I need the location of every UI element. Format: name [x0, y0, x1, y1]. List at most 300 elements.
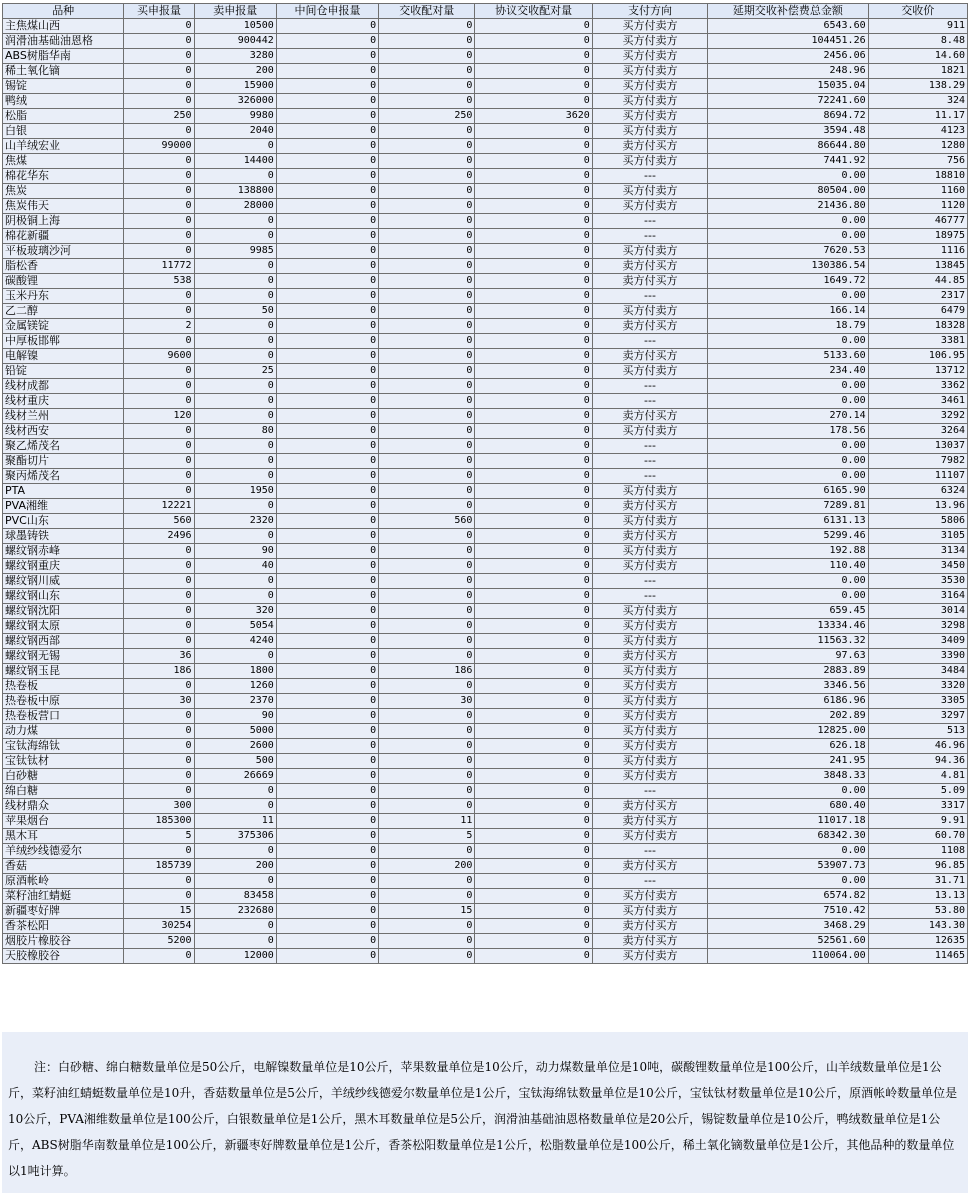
- product-cell: 金属镁锭: [3, 319, 124, 334]
- product-cell: 香茶松阳: [3, 919, 124, 934]
- price-cell: 13712: [868, 364, 967, 379]
- table-row: [3, 139, 968, 154]
- agreement-qty-cell: 0: [475, 94, 592, 109]
- middle-qty-cell: 0: [276, 919, 378, 934]
- sell-qty-cell: 200: [194, 64, 276, 79]
- agreement-qty-cell: 0: [475, 754, 592, 769]
- matched-qty-cell: 0: [379, 724, 475, 739]
- compensation-cell: 0.00: [708, 394, 868, 409]
- compensation-cell: 0.00: [708, 589, 868, 604]
- sell-qty-cell: 0: [194, 214, 276, 229]
- pay-direction-cell: ---: [592, 289, 707, 304]
- table-row: [3, 349, 968, 364]
- table-row: [3, 454, 968, 469]
- compensation-cell: 52561.60: [708, 934, 868, 949]
- buy-qty-cell: 11772: [124, 259, 194, 274]
- agreement-qty-cell: 0: [475, 439, 592, 454]
- sell-qty-cell: 0: [194, 379, 276, 394]
- pay-direction-cell: ---: [592, 214, 707, 229]
- matched-qty-cell: 0: [379, 454, 475, 469]
- agreement-qty-cell: 0: [475, 634, 592, 649]
- pay-direction-cell: 买方付卖方: [592, 559, 707, 574]
- buy-qty-cell: 0: [124, 469, 194, 484]
- sell-qty-cell: 25: [194, 364, 276, 379]
- agreement-qty-cell: 0: [475, 664, 592, 679]
- agreement-qty-cell: 0: [475, 649, 592, 664]
- pay-direction-cell: 卖方付买方: [592, 649, 707, 664]
- price-cell: 3317: [868, 799, 967, 814]
- price-cell: 138.29: [868, 79, 967, 94]
- table-row: [3, 679, 968, 694]
- price-cell: 11107: [868, 469, 967, 484]
- pay-direction-cell: 买方付卖方: [592, 724, 707, 739]
- sell-qty-cell: 0: [194, 349, 276, 364]
- product-cell: 新疆枣好牌: [3, 904, 124, 919]
- middle-qty-cell: 0: [276, 514, 378, 529]
- product-cell: 阴极铜上海: [3, 214, 124, 229]
- sell-qty-cell: 1950: [194, 484, 276, 499]
- middle-qty-cell: 0: [276, 364, 378, 379]
- sell-qty-cell: 0: [194, 844, 276, 859]
- buy-qty-cell: 30254: [124, 919, 194, 934]
- agreement-qty-cell: 0: [475, 799, 592, 814]
- buy-qty-cell: 0: [124, 709, 194, 724]
- sell-qty-cell: 0: [194, 469, 276, 484]
- buy-qty-cell: 0: [124, 214, 194, 229]
- price-cell: 4.81: [868, 769, 967, 784]
- product-cell: 热卷板营口: [3, 709, 124, 724]
- table-row: [3, 544, 968, 559]
- col-header-sell-qty: 卖申报量: [194, 4, 276, 19]
- middle-qty-cell: 0: [276, 334, 378, 349]
- middle-qty-cell: 0: [276, 154, 378, 169]
- product-cell: 棉花华东: [3, 169, 124, 184]
- buy-qty-cell: 560: [124, 514, 194, 529]
- product-cell: 螺纹钢沈阳: [3, 604, 124, 619]
- table-row: [3, 229, 968, 244]
- pay-direction-cell: 买方付卖方: [592, 619, 707, 634]
- middle-qty-cell: 0: [276, 949, 378, 964]
- pay-direction-cell: 卖方付买方: [592, 349, 707, 364]
- compensation-cell: 0.00: [708, 469, 868, 484]
- compensation-cell: 270.14: [708, 409, 868, 424]
- sell-qty-cell: 0: [194, 334, 276, 349]
- buy-qty-cell: 185300: [124, 814, 194, 829]
- table-row: [3, 559, 968, 574]
- agreement-qty-cell: 0: [475, 604, 592, 619]
- price-cell: 13.96: [868, 499, 967, 514]
- price-cell: 106.95: [868, 349, 967, 364]
- table-row: [3, 799, 968, 814]
- sell-qty-cell: 90: [194, 709, 276, 724]
- middle-qty-cell: 0: [276, 64, 378, 79]
- sell-qty-cell: 40: [194, 559, 276, 574]
- price-cell: 60.70: [868, 829, 967, 844]
- table-row: [3, 19, 968, 34]
- price-cell: 3105: [868, 529, 967, 544]
- middle-qty-cell: 0: [276, 694, 378, 709]
- price-cell: 18328: [868, 319, 967, 334]
- table-row: [3, 949, 968, 964]
- sell-qty-cell: 0: [194, 394, 276, 409]
- buy-qty-cell: 0: [124, 784, 194, 799]
- price-cell: 1280: [868, 139, 967, 154]
- buy-qty-cell: 5: [124, 829, 194, 844]
- sell-qty-cell: 0: [194, 169, 276, 184]
- agreement-qty-cell: 0: [475, 529, 592, 544]
- matched-qty-cell: 0: [379, 199, 475, 214]
- product-cell: 乙二醇: [3, 304, 124, 319]
- sell-qty-cell: 0: [194, 229, 276, 244]
- sell-qty-cell: 0: [194, 574, 276, 589]
- table-row: [3, 409, 968, 424]
- price-cell: 18810: [868, 169, 967, 184]
- pay-direction-cell: ---: [592, 439, 707, 454]
- agreement-qty-cell: 0: [475, 934, 592, 949]
- product-cell: 焦炭: [3, 184, 124, 199]
- buy-qty-cell: 0: [124, 559, 194, 574]
- sell-qty-cell: 0: [194, 934, 276, 949]
- sell-qty-cell: 9985: [194, 244, 276, 259]
- middle-qty-cell: 0: [276, 139, 378, 154]
- price-cell: 3014: [868, 604, 967, 619]
- buy-qty-cell: 0: [124, 874, 194, 889]
- pay-direction-cell: ---: [592, 169, 707, 184]
- agreement-qty-cell: 0: [475, 784, 592, 799]
- agreement-qty-cell: 0: [475, 154, 592, 169]
- compensation-cell: 11017.18: [708, 814, 868, 829]
- product-cell: 线材西安: [3, 424, 124, 439]
- compensation-cell: 0.00: [708, 784, 868, 799]
- middle-qty-cell: 0: [276, 439, 378, 454]
- product-cell: 铅锭: [3, 364, 124, 379]
- table-row: [3, 34, 968, 49]
- buy-qty-cell: 5200: [124, 934, 194, 949]
- price-cell: 3530: [868, 574, 967, 589]
- matched-qty-cell: 0: [379, 604, 475, 619]
- agreement-qty-cell: 0: [475, 589, 592, 604]
- pay-direction-cell: ---: [592, 394, 707, 409]
- price-cell: 3409: [868, 634, 967, 649]
- compensation-cell: 3468.29: [708, 919, 868, 934]
- table-row: [3, 319, 968, 334]
- product-cell: 螺纹钢西部: [3, 634, 124, 649]
- agreement-qty-cell: 0: [475, 829, 592, 844]
- middle-qty-cell: 0: [276, 499, 378, 514]
- price-cell: 18975: [868, 229, 967, 244]
- compensation-cell: 0.00: [708, 229, 868, 244]
- compensation-cell: 3594.48: [708, 124, 868, 139]
- pay-direction-cell: 买方付卖方: [592, 544, 707, 559]
- pay-direction-cell: ---: [592, 844, 707, 859]
- middle-qty-cell: 0: [276, 769, 378, 784]
- sell-qty-cell: 200: [194, 859, 276, 874]
- price-cell: 1108: [868, 844, 967, 859]
- agreement-qty-cell: 0: [475, 379, 592, 394]
- product-cell: 原酒帐岭: [3, 874, 124, 889]
- sell-qty-cell: 10500: [194, 19, 276, 34]
- buy-qty-cell: 300: [124, 799, 194, 814]
- table-row: [3, 259, 968, 274]
- sell-qty-cell: 80: [194, 424, 276, 439]
- middle-qty-cell: 0: [276, 679, 378, 694]
- product-cell: 山羊绒宏业: [3, 139, 124, 154]
- price-cell: 8.48: [868, 34, 967, 49]
- compensation-cell: 6543.60: [708, 19, 868, 34]
- product-cell: 天胶橡胶谷: [3, 949, 124, 964]
- col-header-agreement-qty: 协议交收配对量: [475, 4, 592, 19]
- compensation-cell: 7289.81: [708, 499, 868, 514]
- table-row: [3, 829, 968, 844]
- buy-qty-cell: 12221: [124, 499, 194, 514]
- buy-qty-cell: 0: [124, 334, 194, 349]
- matched-qty-cell: 0: [379, 64, 475, 79]
- compensation-cell: 0.00: [708, 844, 868, 859]
- pay-direction-cell: 买方付卖方: [592, 154, 707, 169]
- pay-direction-cell: 买方付卖方: [592, 19, 707, 34]
- price-cell: 3381: [868, 334, 967, 349]
- matched-qty-cell: 0: [379, 784, 475, 799]
- matched-qty-cell: 0: [379, 139, 475, 154]
- matched-qty-cell: 11: [379, 814, 475, 829]
- price-cell: 3297: [868, 709, 967, 724]
- buy-qty-cell: 0: [124, 454, 194, 469]
- sell-qty-cell: 0: [194, 274, 276, 289]
- price-cell: 1116: [868, 244, 967, 259]
- agreement-qty-cell: 0: [475, 244, 592, 259]
- buy-qty-cell: 0: [124, 379, 194, 394]
- buy-qty-cell: 0: [124, 619, 194, 634]
- middle-qty-cell: 0: [276, 214, 378, 229]
- matched-qty-cell: 0: [379, 589, 475, 604]
- compensation-cell: 8694.72: [708, 109, 868, 124]
- price-cell: 513: [868, 724, 967, 739]
- pay-direction-cell: ---: [592, 454, 707, 469]
- agreement-qty-cell: 0: [475, 364, 592, 379]
- table-header-row: [3, 4, 968, 19]
- compensation-cell: 97.63: [708, 649, 868, 664]
- matched-qty-cell: 0: [379, 469, 475, 484]
- buy-qty-cell: 0: [124, 769, 194, 784]
- buy-qty-cell: 120: [124, 409, 194, 424]
- pay-direction-cell: 买方付卖方: [592, 109, 707, 124]
- agreement-qty-cell: 0: [475, 814, 592, 829]
- price-cell: 3264: [868, 424, 967, 439]
- middle-qty-cell: 0: [276, 604, 378, 619]
- matched-qty-cell: 560: [379, 514, 475, 529]
- table-row: [3, 889, 968, 904]
- col-header-price: 交收价: [868, 4, 967, 19]
- table-row: [3, 574, 968, 589]
- compensation-cell: 680.40: [708, 799, 868, 814]
- middle-qty-cell: 0: [276, 289, 378, 304]
- sell-qty-cell: 83458: [194, 889, 276, 904]
- compensation-cell: 3346.56: [708, 679, 868, 694]
- price-cell: 324: [868, 94, 967, 109]
- compensation-cell: 202.89: [708, 709, 868, 724]
- middle-qty-cell: 0: [276, 529, 378, 544]
- pay-direction-cell: 买方付卖方: [592, 484, 707, 499]
- table-row: [3, 634, 968, 649]
- matched-qty-cell: 0: [379, 169, 475, 184]
- compensation-cell: 68342.30: [708, 829, 868, 844]
- product-cell: 热卷板中原: [3, 694, 124, 709]
- matched-qty-cell: 5: [379, 829, 475, 844]
- product-cell: 烟胶片橡胶谷: [3, 934, 124, 949]
- compensation-cell: 248.96: [708, 64, 868, 79]
- matched-qty-cell: 0: [379, 364, 475, 379]
- buy-qty-cell: 0: [124, 574, 194, 589]
- compensation-cell: 21436.80: [708, 199, 868, 214]
- middle-qty-cell: 0: [276, 244, 378, 259]
- matched-qty-cell: 0: [379, 379, 475, 394]
- table-row: [3, 529, 968, 544]
- middle-qty-cell: 0: [276, 544, 378, 559]
- agreement-qty-cell: 0: [475, 79, 592, 94]
- agreement-qty-cell: 0: [475, 289, 592, 304]
- table-row: [3, 709, 968, 724]
- matched-qty-cell: 0: [379, 274, 475, 289]
- buy-qty-cell: 0: [124, 604, 194, 619]
- price-cell: 31.71: [868, 874, 967, 889]
- middle-qty-cell: 0: [276, 319, 378, 334]
- product-cell: 球墨铸铁: [3, 529, 124, 544]
- sell-qty-cell: 15900: [194, 79, 276, 94]
- matched-qty-cell: 0: [379, 574, 475, 589]
- middle-qty-cell: 0: [276, 784, 378, 799]
- table-row: [3, 739, 968, 754]
- compensation-cell: 130386.54: [708, 259, 868, 274]
- matched-qty-cell: 0: [379, 154, 475, 169]
- pay-direction-cell: 卖方付买方: [592, 499, 707, 514]
- middle-qty-cell: 0: [276, 469, 378, 484]
- sell-qty-cell: 320: [194, 604, 276, 619]
- pay-direction-cell: 买方付卖方: [592, 34, 707, 49]
- matched-qty-cell: 250: [379, 109, 475, 124]
- table-row: [3, 934, 968, 949]
- product-cell: 润滑油基础油恩格: [3, 34, 124, 49]
- compensation-cell: 0.00: [708, 214, 868, 229]
- table-body: [3, 19, 968, 964]
- col-header-matched-qty: 交收配对量: [379, 4, 475, 19]
- matched-qty-cell: 0: [379, 544, 475, 559]
- compensation-cell: 6574.82: [708, 889, 868, 904]
- buy-qty-cell: 15: [124, 904, 194, 919]
- compensation-cell: 0.00: [708, 874, 868, 889]
- sell-qty-cell: 5054: [194, 619, 276, 634]
- buy-qty-cell: 9600: [124, 349, 194, 364]
- agreement-qty-cell: 0: [475, 349, 592, 364]
- table-row: [3, 379, 968, 394]
- price-cell: 6479: [868, 304, 967, 319]
- middle-qty-cell: 0: [276, 754, 378, 769]
- agreement-qty-cell: 0: [475, 49, 592, 64]
- matched-qty-cell: 0: [379, 889, 475, 904]
- compensation-cell: 3848.33: [708, 769, 868, 784]
- matched-qty-cell: 0: [379, 289, 475, 304]
- price-cell: 3164: [868, 589, 967, 604]
- agreement-qty-cell: 0: [475, 844, 592, 859]
- matched-qty-cell: 30: [379, 694, 475, 709]
- table-row: [3, 919, 968, 934]
- pay-direction-cell: 买方付卖方: [592, 694, 707, 709]
- price-cell: 3362: [868, 379, 967, 394]
- sell-qty-cell: 26669: [194, 769, 276, 784]
- compensation-cell: 104451.26: [708, 34, 868, 49]
- agreement-qty-cell: 0: [475, 769, 592, 784]
- product-cell: 螺纹钢无锡: [3, 649, 124, 664]
- product-cell: 线材鼎众: [3, 799, 124, 814]
- agreement-qty-cell: 0: [475, 484, 592, 499]
- compensation-cell: 18.79: [708, 319, 868, 334]
- table-row: [3, 244, 968, 259]
- agreement-qty-cell: 0: [475, 334, 592, 349]
- matched-qty-cell: 0: [379, 124, 475, 139]
- sell-qty-cell: 0: [194, 409, 276, 424]
- product-cell: 棉花新疆: [3, 229, 124, 244]
- pay-direction-cell: 卖方付买方: [592, 799, 707, 814]
- compensation-cell: 7441.92: [708, 154, 868, 169]
- compensation-cell: 5133.60: [708, 349, 868, 364]
- sell-qty-cell: 326000: [194, 94, 276, 109]
- product-cell: 黑木耳: [3, 829, 124, 844]
- sell-qty-cell: 0: [194, 439, 276, 454]
- table-row: [3, 79, 968, 94]
- price-cell: 9.91: [868, 814, 967, 829]
- price-cell: 3390: [868, 649, 967, 664]
- agreement-qty-cell: 0: [475, 124, 592, 139]
- agreement-qty-cell: 0: [475, 619, 592, 634]
- agreement-qty-cell: 0: [475, 694, 592, 709]
- compensation-cell: 6186.96: [708, 694, 868, 709]
- table-row: [3, 814, 968, 829]
- product-cell: 焦煤: [3, 154, 124, 169]
- matched-qty-cell: 0: [379, 754, 475, 769]
- col-header-pay-direction: 支付方向: [592, 4, 707, 19]
- price-cell: 1120: [868, 199, 967, 214]
- price-cell: 13037: [868, 439, 967, 454]
- buy-qty-cell: 0: [124, 244, 194, 259]
- buy-qty-cell: 0: [124, 199, 194, 214]
- matched-qty-cell: 0: [379, 409, 475, 424]
- sell-qty-cell: 3280: [194, 49, 276, 64]
- sell-qty-cell: 1260: [194, 679, 276, 694]
- pay-direction-cell: 卖方付买方: [592, 934, 707, 949]
- price-cell: 3461: [868, 394, 967, 409]
- table-row: [3, 619, 968, 634]
- matched-qty-cell: 0: [379, 484, 475, 499]
- middle-qty-cell: 0: [276, 259, 378, 274]
- agreement-qty-cell: 0: [475, 259, 592, 274]
- compensation-cell: 5299.46: [708, 529, 868, 544]
- compensation-cell: 11563.32: [708, 634, 868, 649]
- pay-direction-cell: 买方付卖方: [592, 709, 707, 724]
- agreement-qty-cell: 0: [475, 904, 592, 919]
- matched-qty-cell: 0: [379, 919, 475, 934]
- product-cell: 线材重庆: [3, 394, 124, 409]
- matched-qty-cell: 186: [379, 664, 475, 679]
- middle-qty-cell: 0: [276, 109, 378, 124]
- pay-direction-cell: ---: [592, 334, 707, 349]
- buy-qty-cell: 0: [124, 589, 194, 604]
- pay-direction-cell: 卖方付买方: [592, 409, 707, 424]
- product-cell: 热卷板: [3, 679, 124, 694]
- compensation-cell: 0.00: [708, 439, 868, 454]
- product-cell: 碳酸锂: [3, 274, 124, 289]
- buy-qty-cell: 99000: [124, 139, 194, 154]
- buy-qty-cell: 0: [124, 229, 194, 244]
- middle-qty-cell: 0: [276, 94, 378, 109]
